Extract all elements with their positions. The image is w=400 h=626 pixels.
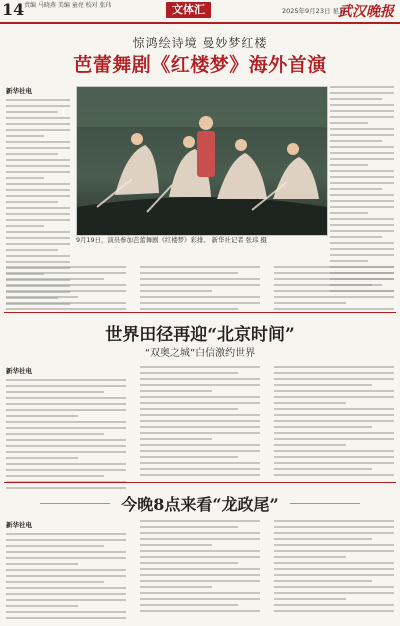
- caption-text: 9月19日，演员参加芭蕾舞剧《红楼梦》彩排。: [76, 236, 210, 244]
- story2-col2: [140, 366, 260, 480]
- story3-col1: [6, 520, 126, 623]
- story1-headline: 芭蕾舞剧《红楼梦》海外首演: [73, 54, 327, 76]
- photo-caption: [76, 236, 326, 244]
- story2-byline: 新华社电: [6, 367, 32, 375]
- story2-subheadline: “双奥之城”白信激约世界: [144, 348, 256, 359]
- ballet-photo: [76, 86, 328, 236]
- story-divider-2: [4, 482, 396, 483]
- story1-byline: 新华社电: [6, 87, 32, 95]
- issue-date: 2025年9月23日 星期二: [282, 7, 353, 15]
- story3-col3: [274, 520, 394, 616]
- page-header: [0, 0, 400, 24]
- caption-credit: 新华社记者 张玮 摄: [211, 236, 267, 244]
- story1-right-column: [330, 86, 394, 296]
- story1-bottom-col2: [140, 266, 260, 314]
- publication-logo: 武汉晚报: [338, 4, 394, 20]
- section-badge: 文体汇: [166, 2, 211, 18]
- page-number: 14: [2, 0, 25, 19]
- story1-subheadline: 惊鸿绘诗境 曼妙梦红楼: [132, 36, 268, 50]
- editor-credits: 责编 马晓燕 美编 童亮 校对 张玮: [24, 2, 112, 9]
- story3-byline: 新华社电: [6, 521, 32, 529]
- story2-headline: 世界田径再迎“北京时间”: [105, 325, 295, 345]
- story2-col3: [274, 366, 394, 480]
- story3-col2: [140, 520, 260, 616]
- story3-headline: 今晚8点来看“龙政尾”: [121, 495, 279, 514]
- story-divider-1: [4, 312, 396, 313]
- story2-col1: [6, 366, 126, 493]
- story1-bottom-col3: [274, 266, 394, 314]
- title-rule-right: [290, 503, 360, 504]
- story1-bottom-col1: [6, 266, 126, 314]
